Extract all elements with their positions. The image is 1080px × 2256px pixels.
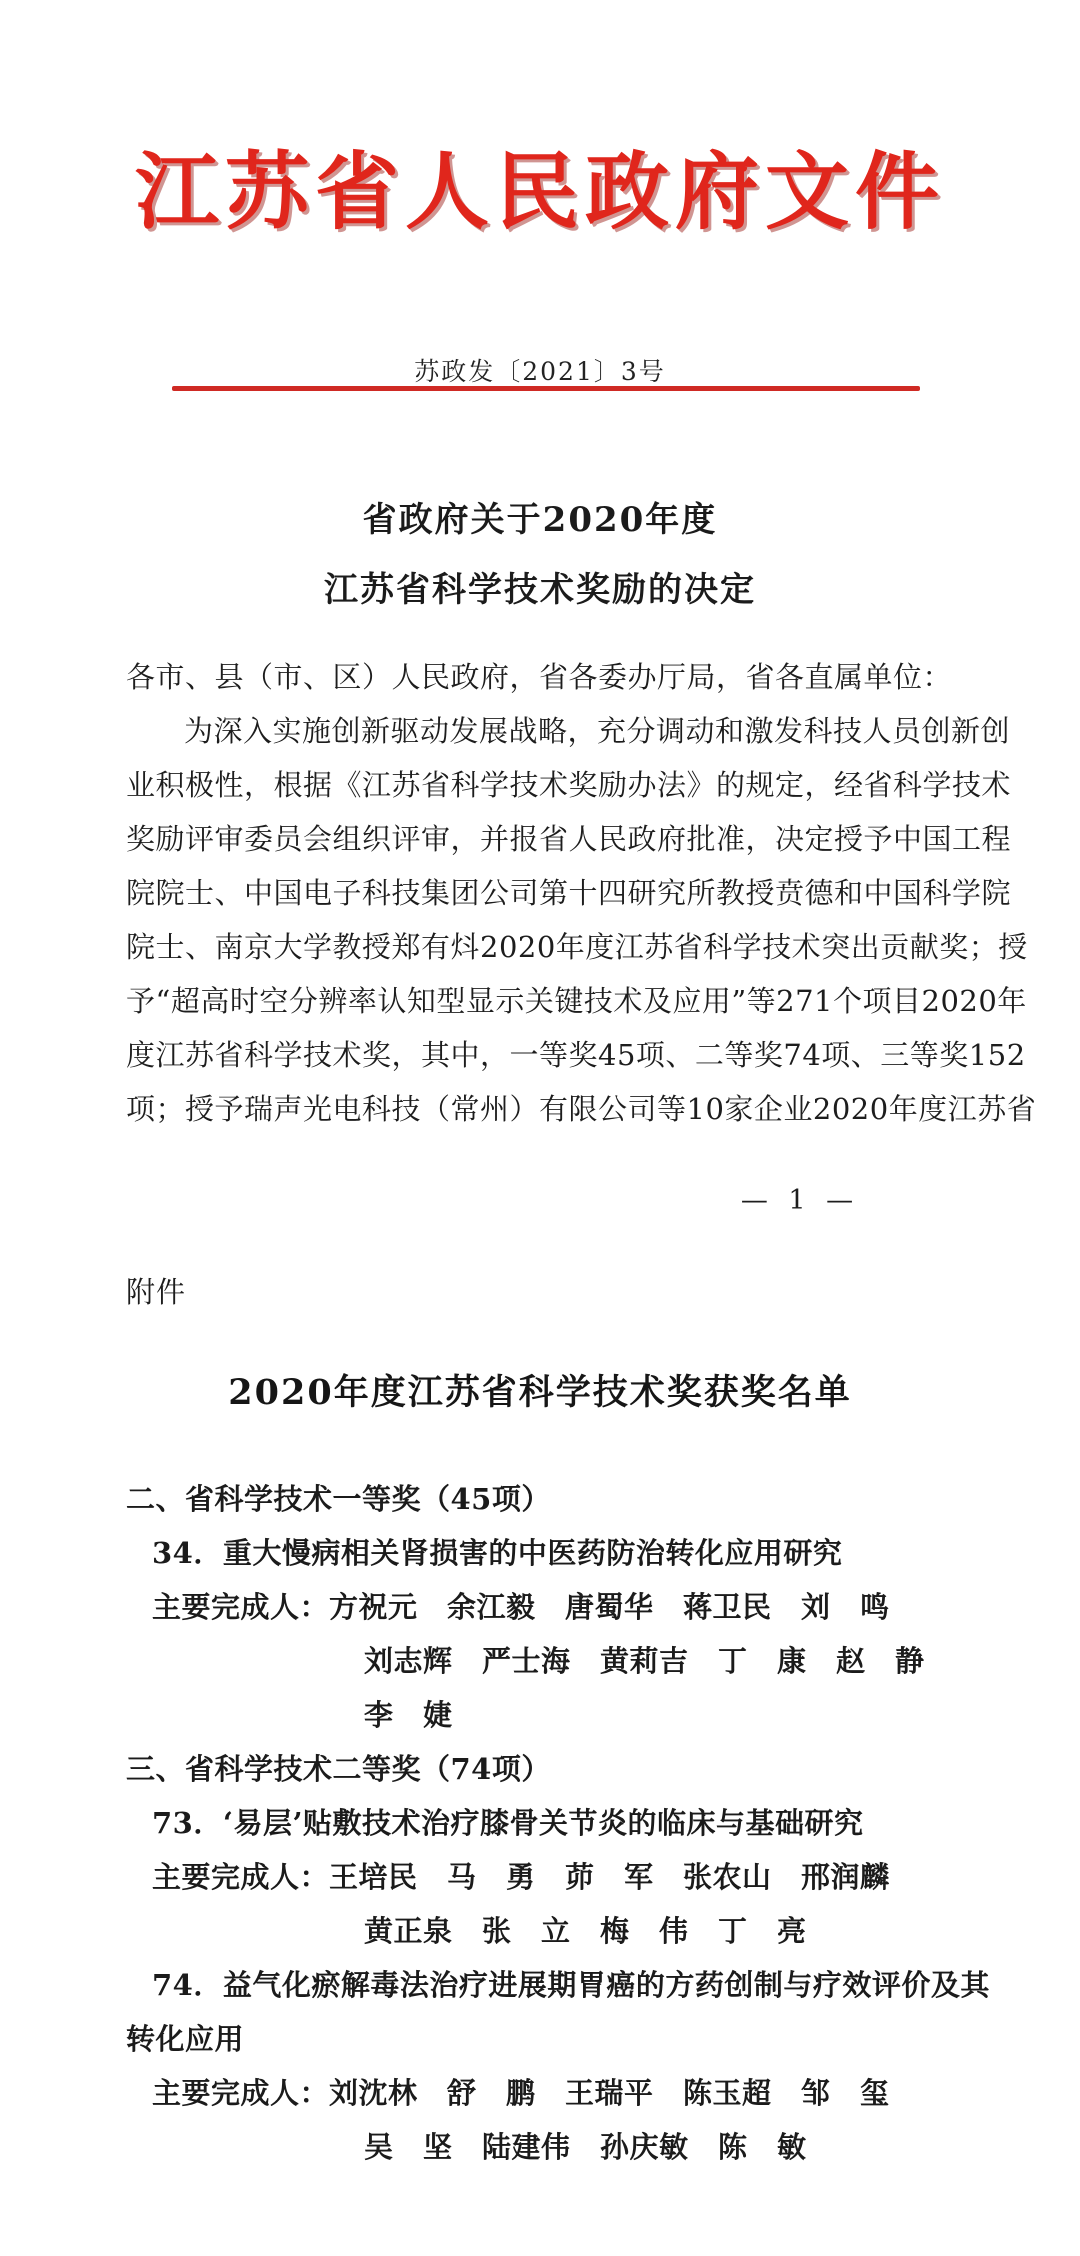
award-contributors: 主要完成人：王培民 马 勇 茆 军 张农山 邢润麟: [152, 1860, 890, 1894]
award-project-title: 73．‘易层’贴敷技术治疗膝骨关节炎的临床与基础研究: [152, 1806, 864, 1840]
decision-title-line-1: 省政府关于2020年度: [362, 500, 718, 540]
document-number: 苏政发〔2021〕3号: [414, 357, 666, 386]
attachment-title: 2020年度江苏省科学技术奖获奖名单: [228, 1372, 852, 1413]
body-line-5: 院士、南京大学教授郑有炓2020年度江苏省科学技术突出贡献奖；授: [126, 930, 1028, 964]
award-section-heading: 二、省科学技术一等奖（45项）: [126, 1482, 551, 1516]
award-project-title: 74．益气化瘀解毒法治疗进展期胃癌的方药创制与疗效评价及其: [152, 1968, 990, 2002]
body-line-salutation: 各市、县（市、区）人民政府，省各委办厅局，省各直属单位：: [126, 660, 953, 694]
body-line-7: 度江苏省科学技术奖，其中，一等奖45项、二等奖74项、三等奖152: [126, 1038, 1026, 1072]
body-line-3: 奖励评审委员会组织评审，并报省人民政府批准，决定授予中国工程: [126, 822, 1012, 856]
award-list: [126, 1472, 990, 2174]
body-line-6: 予“超高时空分辨率认知型显示关键技术及应用”等271个项目2020年: [126, 984, 1027, 1018]
body-line-4: 院院士、中国电子科技集团公司第十四研究所教授贲德和中国科学院: [126, 876, 1012, 910]
page-number-value: — 1 —: [740, 1185, 860, 1216]
body-line-8: 项；授予瑞声光电科技（常州）有限公司等10家企业2020年度江苏省: [126, 1092, 1037, 1126]
award-contributors: 主要完成人：刘沈林 舒 鹏 王瑞平 陈玉超 邹 玺: [152, 2076, 890, 2110]
award-contributors-cont: 黄正泉 张 立 梅 伟 丁 亮: [364, 1914, 807, 1948]
body-text: [126, 650, 1037, 1136]
masthead: [0, 142, 1080, 241]
masthead-title: 江苏省人民政府文件: [134, 142, 945, 241]
award-contributors: 主要完成人：方祝元 余江毅 唐蜀华 蒋卫民 刘 鸣: [152, 1590, 890, 1624]
decision-title-line-2: 江苏省科学技术奖励的决定: [324, 570, 756, 610]
attachment-label: 附件: [126, 1275, 187, 1309]
award-contributors-cont: 李 婕: [364, 1698, 453, 1732]
body-line-1: 为深入实施创新驱动发展战略，充分调动和激发科技人员创新创: [184, 714, 1011, 748]
award-section-heading: 三、省科学技术二等奖（74项）: [126, 1752, 551, 1786]
award-contributors-cont: 吴 坚 陆建伟 孙庆敏 陈 敏: [364, 2130, 807, 2164]
body-line-2: 业积极性，根据《江苏省科学技术奖励办法》的规定，经省科学技术: [126, 768, 1012, 802]
award-project-title: 34．重大慢病相关肾损害的中医药防治转化应用研究: [152, 1536, 843, 1570]
decision-title: [0, 485, 1080, 625]
award-contributors-cont: 刘志辉 严士海 黄莉吉 丁 康 赵 静: [364, 1644, 925, 1678]
award-project-title-cont: 转化应用: [126, 2022, 245, 2056]
page-number-marker: [0, 1185, 1080, 1216]
red-separator-rule: [172, 386, 920, 391]
